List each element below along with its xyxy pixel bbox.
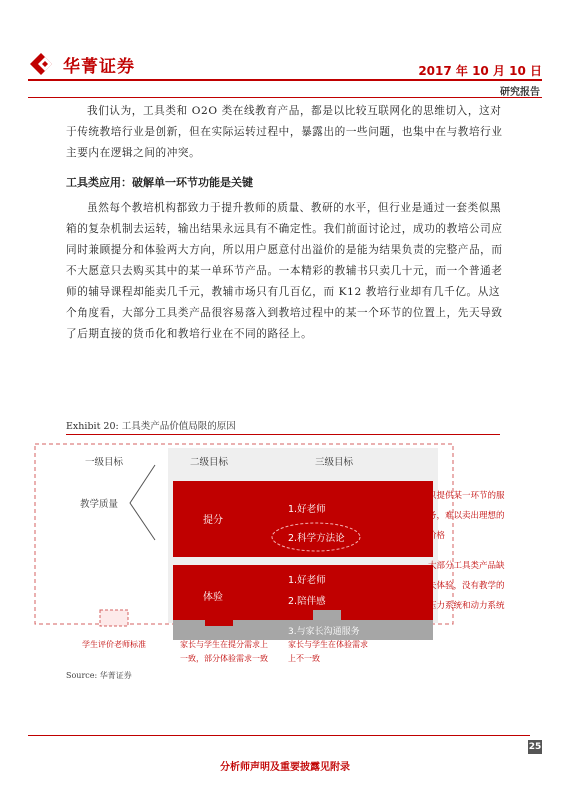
score-label: 提分: [203, 515, 223, 526]
note-bottom-2: 失体验，没有教学的: [428, 581, 505, 591]
level3-label: 三级目标: [315, 457, 354, 468]
level1-label: 一级目标: [85, 457, 124, 468]
exhibit-label: Exhibit 20:: [66, 421, 119, 432]
service-label: 3.与家长沟通服务: [288, 627, 360, 637]
exhibit-caption: 工具类产品价值局限的原因: [121, 421, 236, 432]
exhibit-title: [66, 418, 236, 432]
legend-grey-swatch: [313, 610, 341, 626]
bracket-line: [130, 465, 155, 540]
exp-item-1: 1.好老师: [288, 575, 326, 586]
legend-dashed-swatch: [100, 610, 128, 626]
teaching-quality-label: 教学质量: [80, 499, 119, 510]
level2-label: 二级目标: [190, 457, 229, 468]
note-bottom-1: 大部分工具类产品缺: [428, 561, 505, 571]
footer-disclosure-link[interactable]: 分析师声明及重要披露见附录: [220, 762, 350, 773]
header-rule-thin: [28, 97, 542, 98]
report-type: 研究报告: [500, 87, 540, 98]
source-note: Source: 华菁证券: [66, 671, 132, 680]
exhibit-rule: [66, 434, 500, 435]
legend-dashed-label: 学生评价老师标准: [82, 640, 146, 649]
legend-grey-line-2: 上不一致: [288, 654, 320, 663]
experience-label: 体验: [203, 592, 223, 603]
legend-red-line-2: 一致，部分体验需求一致: [180, 654, 268, 663]
page-number: 25: [528, 742, 542, 752]
header-rule: [28, 79, 542, 81]
legend-grey-line-1: 家长与学生在体验需求: [288, 640, 368, 649]
score-item-1: 1.好老师: [288, 504, 326, 515]
intro-paragraph: [66, 101, 506, 164]
exp-item-2: 2.陪伴感: [288, 596, 326, 607]
footer-rule: [28, 735, 530, 736]
brand-logo-icon: [28, 51, 58, 77]
brand-name: 华菁证券: [63, 57, 135, 77]
exhibit-diagram: [30, 440, 540, 665]
note-bottom-3: 压力系统和动力系统: [428, 601, 505, 611]
score-item-2: 2.科学方法论: [288, 533, 345, 544]
note-top-3: 价格: [428, 531, 446, 541]
note-top-2: 务，难以卖出理想的: [428, 511, 505, 521]
report-date: 2017 年 10 月 10 日: [418, 64, 542, 78]
intro-text: 我们认为，工具类和 O2O 类在线教育产品，都是以比较互联网化的思维切入，这对于传统教培行业是创新，但在实际运转过程中，暴露出的一些问题，也集中在与教培行业主要内在逻辑之间的冲突。: [66, 105, 503, 159]
section-heading: 工具类应用：破解单一环节功能是关键: [66, 176, 253, 189]
note-top-1: 只提供某一环节的服: [428, 491, 505, 501]
body-paragraph: [66, 198, 506, 345]
body-text: 虽然每个教培机构都致力于提升教师的质量、教研的水平，但行业是通过一套类似黑箱的复杂机制去运转，输出结果永远具有不确定性。我们前面讨论过，成功的教培公司应同时兼顾提分和体验两大方向，所以用户愿意付出溢价的是能为结果负责的完整产品，而不大愿意只去购买其中的某一单环节产品。一本精彩的教辅书只卖几十元，而一个普通老师的辅导课程却能卖几千元，教辅市场只有几百亿，而 K12 教培行业却有几千亿。从这个角度看，大部分工具类产品很容易落入到教培过程中的某一个环节的位置上，先天导致了后期直接的货币化和教培行业在不同的路径上。: [66, 202, 503, 340]
legend-red-swatch: [205, 610, 233, 626]
legend-red-line-1: 家长与学生在提分需求上: [180, 640, 268, 649]
